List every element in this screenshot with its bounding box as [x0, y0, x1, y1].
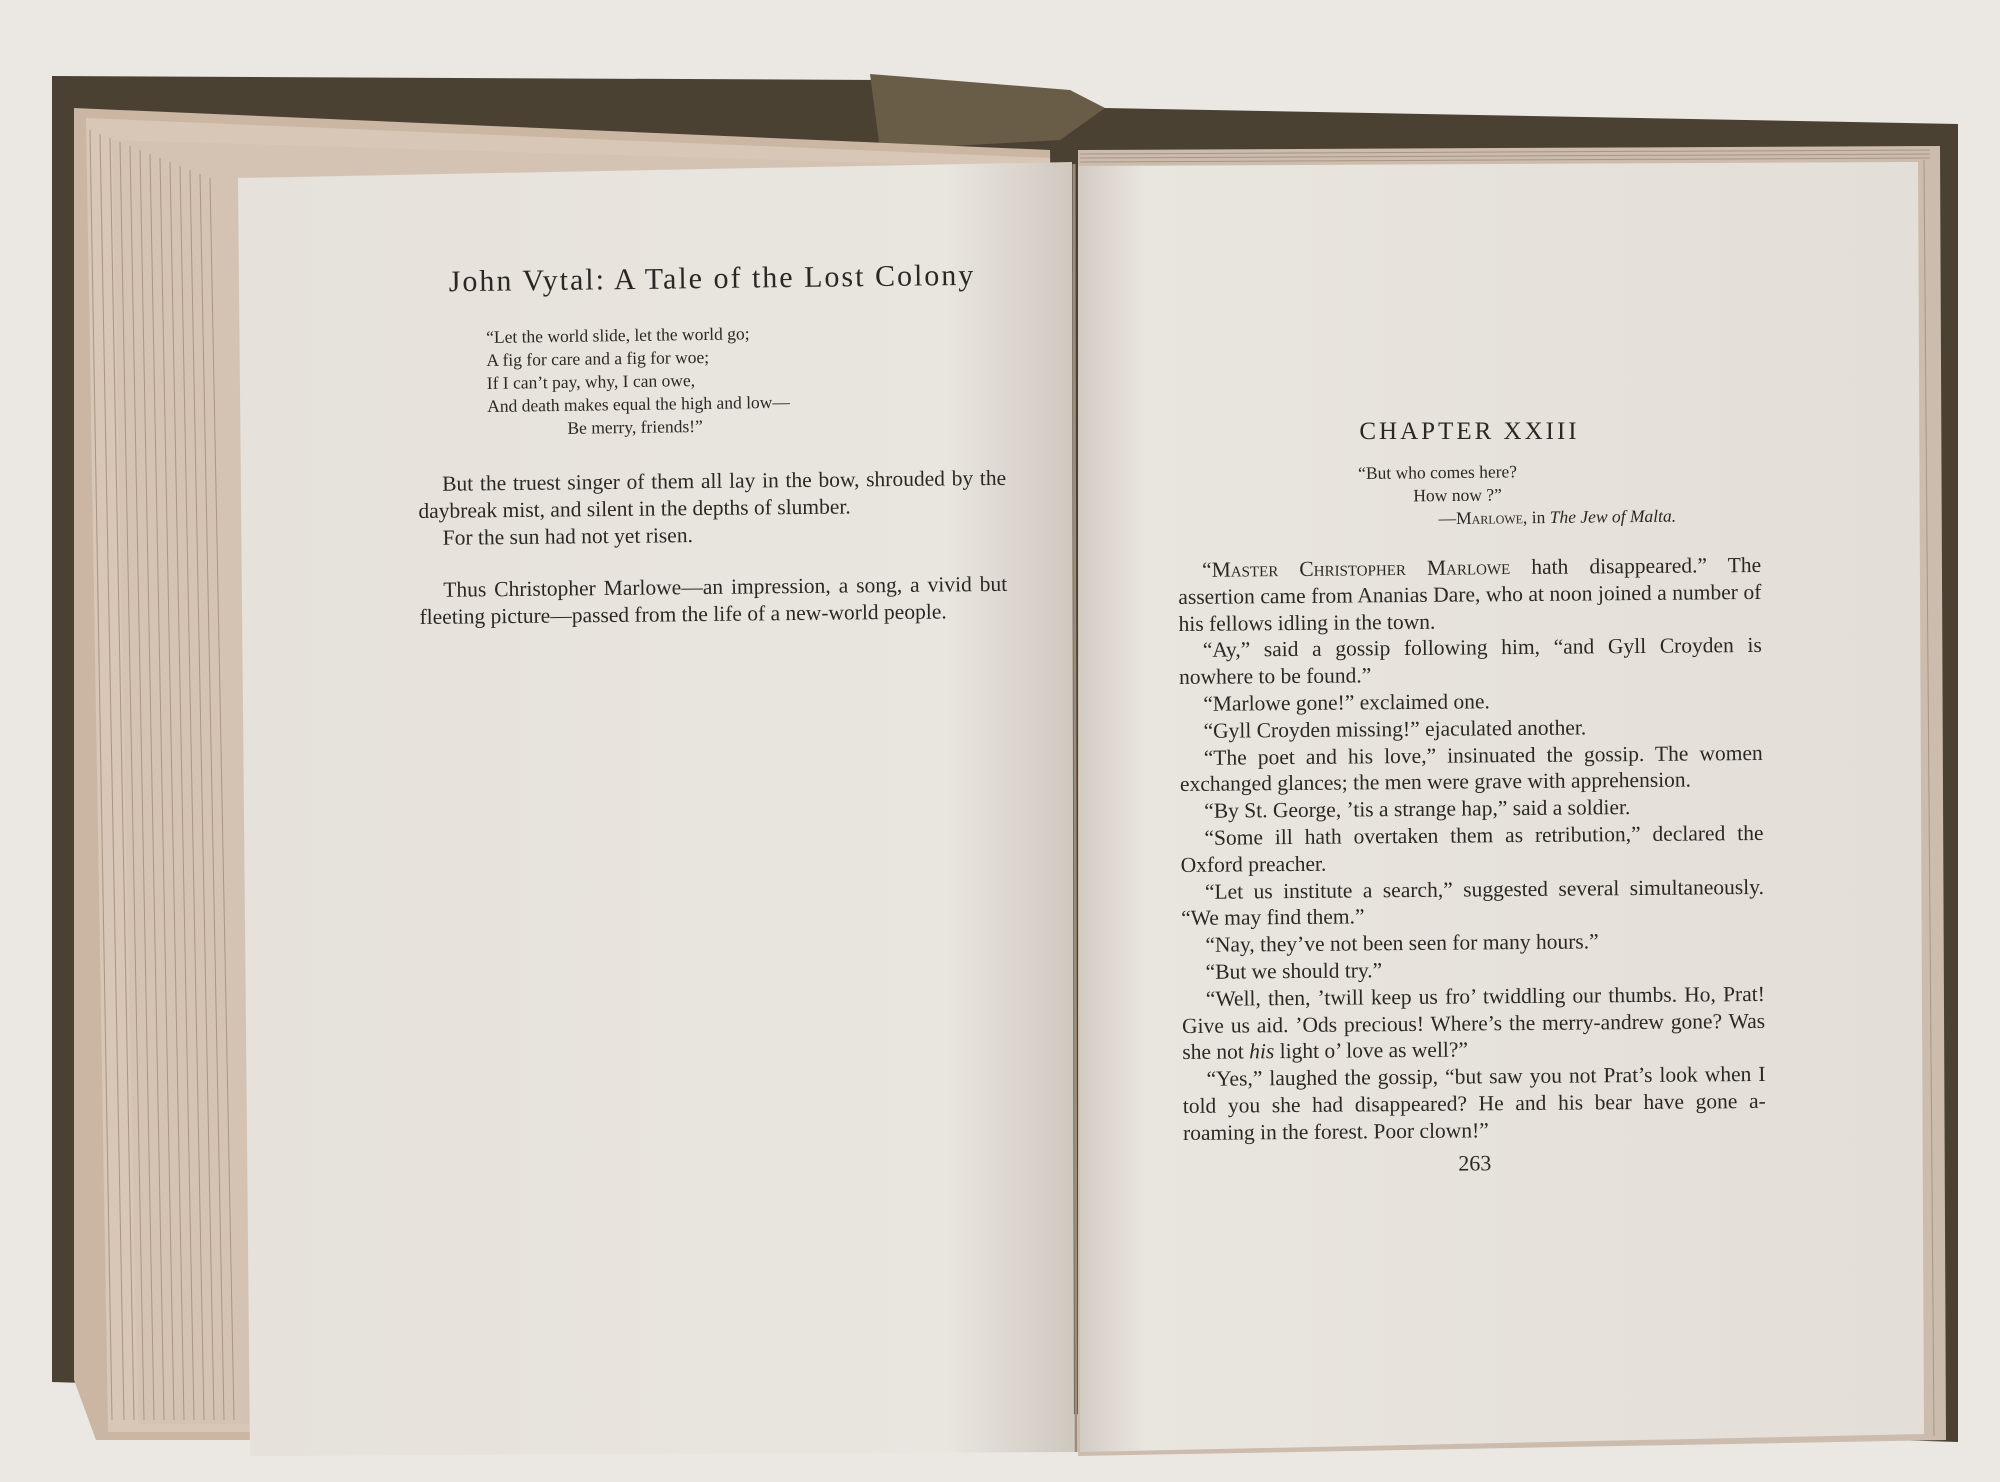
opening-rest: hath disappeared.” The assertion came from Ananias Dare, who at noon joined a number of his fellows idling in the town. — [1178, 552, 1762, 636]
page-number: 263 — [1458, 1149, 1492, 1176]
running-head: John Vytal: A Tale of the Lost Colony — [448, 258, 976, 299]
left-body-text — [418, 465, 1008, 631]
opening-quote: “ — [1202, 557, 1212, 582]
paragraph: “Gyll Croyden missing!” ejaculated another. — [1203, 715, 1587, 743]
right-epigraph — [1358, 458, 1762, 531]
epigraph-line: “Let the world slide, let the world go; — [486, 323, 750, 347]
epigraph-line: Be merry, friends!” — [567, 415, 703, 438]
epigraph-line: And death makes equal the high and low— — [486, 391, 791, 416]
well-then-italic: his — [1249, 1039, 1275, 1064]
attribution-author: Marlowe — [1455, 507, 1524, 528]
well-then-after: light o’ love as well?” — [1274, 1037, 1469, 1064]
paragraph: “But we should try.” — [1205, 958, 1383, 984]
book-gutter — [1074, 164, 1076, 1452]
paragraph: “Nay, they’ve not been seen for many hours.” — [1205, 929, 1599, 957]
left-page — [418, 258, 1008, 631]
paragraph: Thus Christopher Marlowe—an impression, a song, a vivid but fleeting picture—passed from the life of a new-world people. — [419, 572, 1008, 630]
attribution-dash: — — [1438, 507, 1457, 529]
paragraph: “Ay,” said a gossip following him, “and Gyll Croyden is nowhere to be found.” — [1178, 633, 1762, 690]
opening-small-caps: Master Christopher Marlowe — [1211, 555, 1511, 582]
chapter-heading: CHAPTER XXIII — [1359, 418, 1580, 445]
well-then-before: “Well, then, ’twill keep us fro’ twiddling our thumbs. Ho, Prat! Give us aid. ’Ods precious! Where’s the merry-andrew gone? Was she not — [1181, 981, 1766, 1065]
epigraph-line: If I can’t pay, why, I can owe, — [486, 370, 696, 393]
opening-paragraph — [1178, 552, 1762, 637]
epigraph-attribution — [1358, 504, 1761, 531]
paragraph: “Some ill hath overtaken them as retribution,” declared the Oxford preacher. — [1180, 820, 1764, 877]
epigraph-line: A fig for care and a fig for woe; — [486, 346, 710, 370]
right-body-text — [1178, 552, 1766, 1179]
right-page — [1178, 418, 1766, 1179]
paragraph: But the truest singer of them all lay in the bow, shrouded by the daybreak mist, and silent in the depths of slumber. — [418, 465, 1007, 523]
attribution-work: The Jew of Malta. — [1549, 505, 1677, 527]
epigraph-line: How now ?” — [1413, 484, 1502, 506]
left-epigraph — [486, 319, 1008, 441]
attribution-in: , in — [1522, 506, 1550, 528]
paragraph: For the sun had not yet risen. — [442, 522, 694, 550]
epigraph-line: “But who comes here? — [1358, 461, 1518, 483]
paragraph: “By St. George, ’tis a strange hap,” said a soldier. — [1204, 795, 1631, 823]
paragraph: “The poet and his love,” insinuated the gossip. The women exchanged glances; the men were grave with apprehension. — [1179, 740, 1763, 797]
paragraph: “Yes,” laughed the gossip, “but saw you not Prat’s look when I told you she had disappeared? He and his bear have gone a-roaming in the forest. Poor clown!” — [1182, 1062, 1766, 1145]
paragraph: “Marlowe gone!” exclaimed one. — [1203, 689, 1490, 716]
paragraph-well-then — [1182, 981, 1766, 1066]
paragraph: “Let us institute a search,” suggested several simultaneously. “We may find them.” — [1181, 874, 1765, 931]
